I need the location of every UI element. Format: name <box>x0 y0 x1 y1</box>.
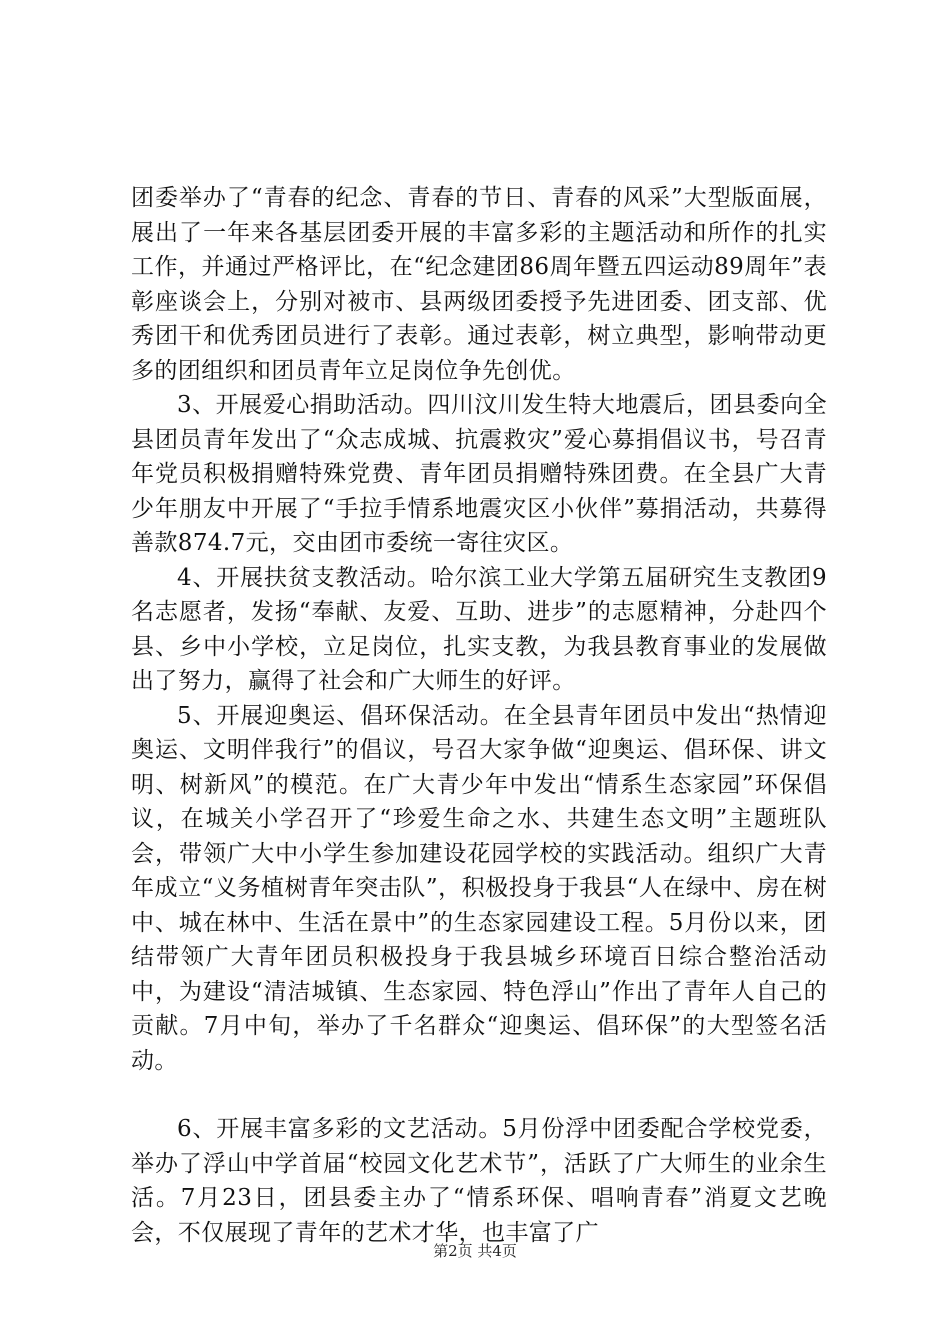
document-body <box>131 181 827 1250</box>
paragraph-item-6-arts-activities: 6、开展丰富多彩的文艺活动。5月份浮中团委配合学校党委，举办了浮山中学首届“校园文化艺术节”，活跃了广大师生的业余生活。7月23日，团县委主办了“情系环保、唱响青春”消夏文艺晚会，不仅展现了青年的艺术才华，也丰富了广 <box>131 1116 827 1246</box>
paragraph-item-3-donation: 3、开展爱心捐助活动。四川汶川发生特大地震后，团县委向全县团员青年发出了“众志成城、抗震救灾”爱心募捐倡议书，号召青年党员积极捐赠特殊党费、青年团员捐赠特殊团费。在全县广大青少年朋友中开展了“手拉手情系地震灾区小伙伴”募捐活动，共募得善款874.7元，交由团市委统一寄往灾区。 <box>131 392 827 556</box>
paragraph-continuation: 团委举办了“青春的纪念、青春的节日、青春的风采”大型版面展，展出了一年来各基层团委开展的丰富多彩的主题活动和所作的扎实工作，并通过严格评比，在“纪念建团86周年暨五四运动89周年”表彰座谈会上，分别对被市、县两级团委授予先进团委、团支部、优秀团干和优秀团员进行了表彰。通过表彰，树立典型，影响带动更多的团组织和团员青年立足岗位争先创优。 <box>131 185 827 384</box>
paragraph-item-5-olympics-environment: 5、开展迎奥运、倡环保活动。在全县青年团员中发出“热情迎奥运、文明伴我行”的倡议，号召大家争做“迎奥运、倡环保、讲文明、树新风”的模范。在广大青少年中发出“情系生态家园”环保倡议，在城关小学召开了“珍爱生命之水、共建生态文明”主题班队会，带领广大中小学生参加建设花园学校的实践活动。组织广大青年成立“义务植树青年突击队”，积极投身于我县“人在绿中、房在树中、城在林中、生活在景中”的生态家园建设工程。5月份以来，团结带领广大青年团员积极投身于我县城乡环境百日综合整治活动中，为建设“清洁城镇、生态家园、特色浮山”作出了青年人自己的贡献。7月中旬，举办了千名群众“迎奥运、倡环保”的大型签名活动。 <box>131 702 827 1074</box>
page-number-footer: 第2页 共4页 <box>433 1242 517 1260</box>
paragraph-gap <box>131 1078 827 1112</box>
paragraph-item-4-teaching-support: 4、开展扶贫支教活动。哈尔滨工业大学第五届研究生支教团9名志愿者，发扬“奉献、友爱、互助、进步”的志愿精神，分赴四个县、乡中小学校，立足岗位，扎实支教，为我县教育事业的发展做出了努力，赢得了社会和广大师生的好评。 <box>131 564 827 694</box>
